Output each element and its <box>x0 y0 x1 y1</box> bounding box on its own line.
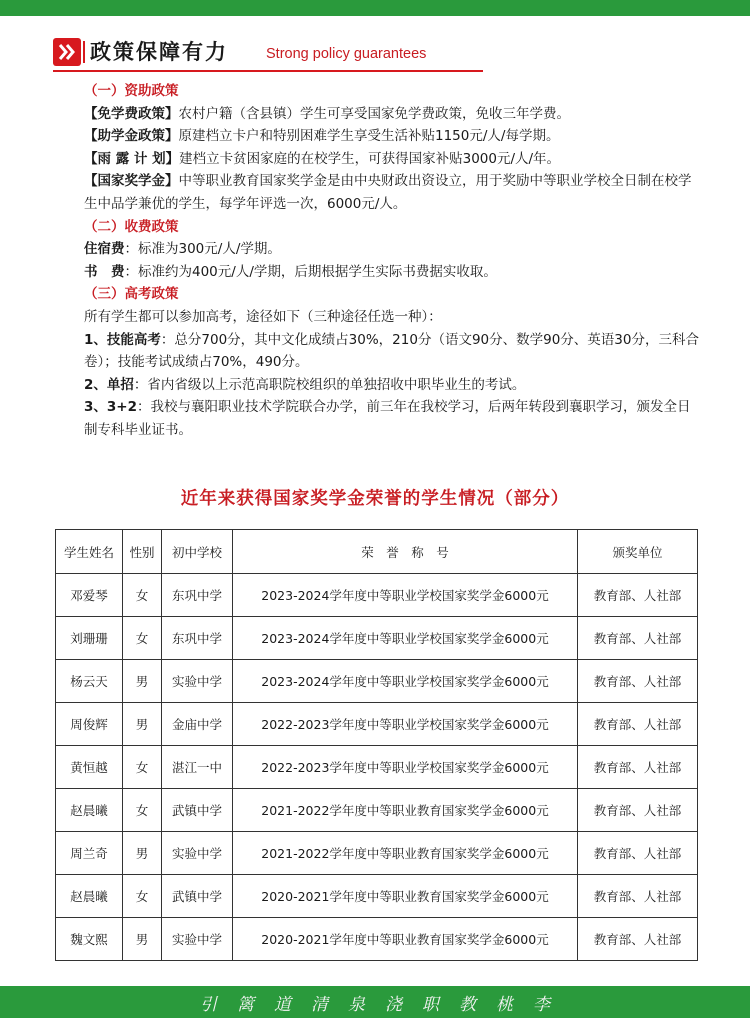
table-header-row <box>56 530 698 574</box>
column-header: 荣 誉 称 号 <box>233 530 578 574</box>
gender: 女 <box>123 617 162 660</box>
table-row <box>56 832 698 875</box>
policy-text: ：标准约为400元/人/学期，后期根据学生实际书费据实收取。 <box>124 263 497 280</box>
honor-title: 2023-2024学年度中等职业学校国家奖学金6000元 <box>233 660 578 703</box>
gender: 男 <box>123 832 162 875</box>
awarding-unit: 教育部、人社部 <box>578 832 698 875</box>
awards-table <box>55 529 698 961</box>
honor-title: 2022-2023学年度中等职业学校国家奖学金6000元 <box>233 703 578 746</box>
policy-item <box>60 238 700 261</box>
bottom-green-bar <box>0 986 750 1018</box>
middle-school: 实验中学 <box>162 832 233 875</box>
policy-item <box>60 103 700 126</box>
table-row <box>56 789 698 832</box>
student-name: 刘珊珊 <box>56 617 123 660</box>
middle-school: 金庙中学 <box>162 703 233 746</box>
gender: 男 <box>123 660 162 703</box>
column-header: 颁奖单位 <box>578 530 698 574</box>
honor-title: 2021-2022学年度中等职业教育国家奖学金6000元 <box>233 832 578 875</box>
honor-title: 2020-2021学年度中等职业教育国家奖学金6000元 <box>233 918 578 961</box>
policy-item <box>60 396 700 441</box>
student-name: 魏文熙 <box>56 918 123 961</box>
policy-item <box>60 148 700 171</box>
policy-item <box>60 170 700 215</box>
policy-text: 建档立卡贫困家庭的在校学生，可获得国家补贴3000元/人/年。 <box>179 150 561 167</box>
middle-school: 实验中学 <box>162 660 233 703</box>
student-name: 赵晨曦 <box>56 875 123 918</box>
middle-school: 湛江一中 <box>162 746 233 789</box>
policy-label: 3、3+2 <box>84 399 137 416</box>
policy-text: ：标准为300元/人/学期。 <box>124 241 281 258</box>
middle-school: 东巩中学 <box>162 617 233 660</box>
middle-school: 武镇中学 <box>162 789 233 832</box>
page-subtitle: Strong policy guarantees <box>266 46 427 62</box>
policy-label: 【国家奖学金】 <box>84 173 179 190</box>
top-green-bar <box>0 0 750 16</box>
student-name: 赵晨曦 <box>56 789 123 832</box>
policy-label: 1、技能高考 <box>84 331 161 348</box>
table-row <box>56 746 698 789</box>
table-row <box>56 617 698 660</box>
table-row <box>56 574 698 617</box>
student-name: 邓爱琴 <box>56 574 123 617</box>
awarding-unit: 教育部、人社部 <box>578 703 698 746</box>
policy-item <box>60 329 700 374</box>
gender: 女 <box>123 746 162 789</box>
gender: 女 <box>123 789 162 832</box>
student-name: 周兰奇 <box>56 832 123 875</box>
policy-text: ：省内省级以上示范高职院校组织的单独招收中职毕业生的考试。 <box>133 376 526 393</box>
student-name: 杨云天 <box>56 660 123 703</box>
awarding-unit: 教育部、人社部 <box>578 617 698 660</box>
student-name: 周俊辉 <box>56 703 123 746</box>
policy-text: ：我校与襄阳职业技术学院联合办学，前三年在我校学习，后两年转段到襄职学习，颁发全日制专科毕业证书。 <box>84 399 691 438</box>
awards-table-title: 近年来获得国家奖学金荣誉的学生情况（部分） <box>180 489 570 509</box>
policy-label: 【助学金政策】 <box>84 128 179 145</box>
gender: 男 <box>123 918 162 961</box>
section-header <box>53 38 483 74</box>
awarding-unit: 教育部、人社部 <box>578 746 698 789</box>
footer-slogan: 引篱道清泉浇职教桃李 <box>200 994 570 1015</box>
column-header: 学生姓名 <box>56 530 123 574</box>
table-row <box>56 918 698 961</box>
policy-intro: 所有学生都可以参加高考，途径如下（三种途径任选一种）： <box>84 308 442 325</box>
policy-label: 2、单招 <box>84 376 134 393</box>
page-title: 政策保障有力 <box>90 40 228 64</box>
policy-label: 【雨 露 计 划】 <box>84 150 180 167</box>
policy-text: ：总分700分，其中文化成绩占30%，210分（语文90分、数学90分、英语30分，三科合卷）；技能考试成绩占70%，490分。 <box>84 331 699 371</box>
header-divider <box>83 41 85 63</box>
gender: 女 <box>123 574 162 617</box>
section-heading: （三）高考政策 <box>84 286 179 303</box>
policy-item <box>60 125 700 148</box>
policy-label: 【免学费政策】 <box>84 105 179 122</box>
policy-label: 住宿费 <box>84 241 125 258</box>
honor-title: 2020-2021学年度中等职业教育国家奖学金6000元 <box>233 875 578 918</box>
section-heading: （二）收费政策 <box>84 218 179 235</box>
honor-title: 2023-2024学年度中等职业学校国家奖学金6000元 <box>233 574 578 617</box>
student-name: 黄恒越 <box>56 746 123 789</box>
awarding-unit: 教育部、人社部 <box>578 918 698 961</box>
policy-item <box>60 261 700 284</box>
policy-text: 中等职业教育国家奖学金是由中央财政出资设立，用于奖励中等职业学校全日制在校学生中品学兼优的学生，每学年评选一次，6000元/人。 <box>84 173 692 212</box>
middle-school: 东巩中学 <box>162 574 233 617</box>
middle-school: 实验中学 <box>162 918 233 961</box>
gender: 男 <box>123 703 162 746</box>
policy-item <box>60 374 700 397</box>
policy-label: 书 费 <box>84 263 125 280</box>
policy-content <box>60 80 700 442</box>
honor-title: 2021-2022学年度中等职业教育国家奖学金6000元 <box>233 789 578 832</box>
table-row <box>56 703 698 746</box>
column-header: 初中学校 <box>162 530 233 574</box>
table-row <box>56 875 698 918</box>
policy-text: 原建档立卡户和特别困难学生享受生活补贴1150元/人/每学期。 <box>178 128 560 145</box>
awarding-unit: 教育部、人社部 <box>578 574 698 617</box>
awarding-unit: 教育部、人社部 <box>578 660 698 703</box>
gender: 女 <box>123 875 162 918</box>
awarding-unit: 教育部、人社部 <box>578 789 698 832</box>
middle-school: 武镇中学 <box>162 875 233 918</box>
column-header: 性别 <box>123 530 162 574</box>
policy-text: 农村户籍（含县镇）学生可享受国家免学费政策，免收三年学费。 <box>178 105 570 122</box>
header-underline <box>53 70 483 72</box>
honor-title: 2022-2023学年度中等职业学校国家奖学金6000元 <box>233 746 578 789</box>
section-heading: （一）资助政策 <box>84 83 179 99</box>
awarding-unit: 教育部、人社部 <box>578 875 698 918</box>
honor-title: 2023-2024学年度中等职业学校国家奖学金6000元 <box>233 617 578 660</box>
table-row <box>56 660 698 703</box>
double-chevron-right-icon <box>53 38 81 66</box>
